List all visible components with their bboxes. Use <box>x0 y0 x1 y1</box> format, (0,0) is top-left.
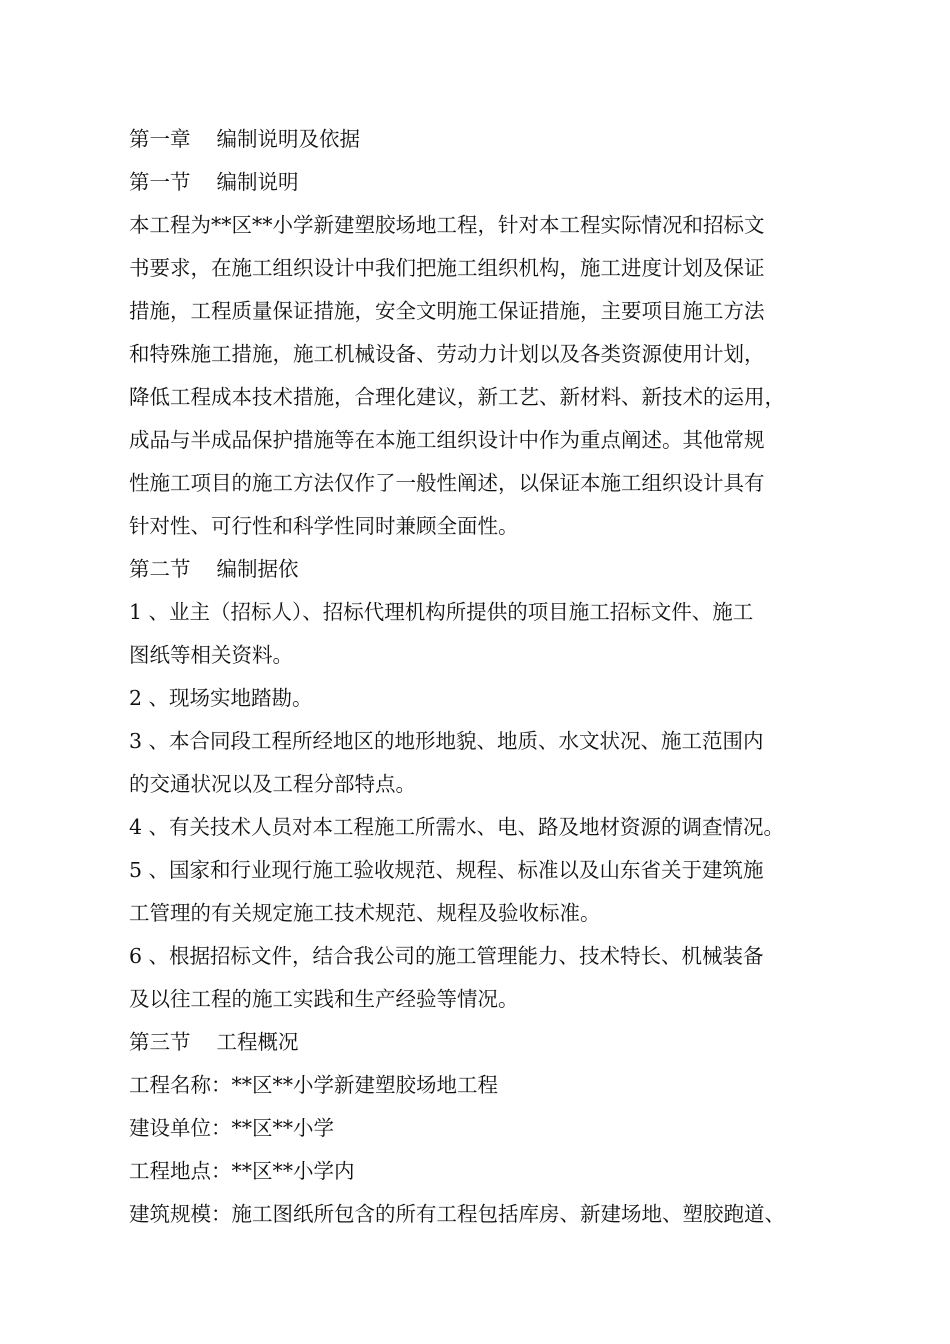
paragraph-line: 和特殊施工措施，施工机械设备、劳动力计划以及各类资源使用计划， <box>129 342 765 366</box>
list-item-line: 工管理的有关规定施工技术规范、规程及验收标准。 <box>129 901 601 925</box>
section-heading-1 <box>129 161 834 204</box>
overview-client <box>129 1107 834 1150</box>
list-item-line: 的交通状况以及工程分部特点。 <box>129 772 416 796</box>
overview-scale <box>129 1193 834 1236</box>
paragraph-line: 本工程为**区**小学新建塑胶场地工程，针对本工程实际情况和招标文 <box>129 213 765 237</box>
list-item-line: 6 、根据招标文件，结合我公司的施工管理能力、技术特长、机械装备 <box>129 944 764 968</box>
paragraph-line: 书要求，在施工组织设计中我们把施工组织机构，施工进度计划及保证 <box>129 256 765 280</box>
section-label: 第二节 <box>129 557 191 581</box>
list-item-line: 3 、本合同段工程所经地区的地形地貌、地质、水文状况、施工范围内 <box>129 729 764 753</box>
section-title: 编制据依 <box>216 557 299 581</box>
field-value: **区**小学新建塑胶场地工程 <box>231 1073 498 1097</box>
basis-list <box>129 591 834 1021</box>
list-item-line: 4 、有关技术人员对本工程施工所需水、电、路及地材资源的调查情况。 <box>129 815 785 839</box>
field-value: 施工图纸所包含的所有工程包括库房、新建场地、塑胶跑道、 <box>231 1202 785 1226</box>
overview-location <box>129 1150 834 1193</box>
basis-item-3 <box>129 720 834 806</box>
paragraph-line: 降低工程成本技术措施，合理化建议，新工艺、新材料、新技术的运用， <box>129 385 785 409</box>
paragraph-line: 针对性、可行性和科学性同时兼顾全面性。 <box>129 514 519 538</box>
list-item-line: 2 、现场实地踏勘。 <box>129 686 313 710</box>
paragraph-line: 成品与半成品保护措施等在本施工组织设计中作为重点阐述。其他常规 <box>129 428 765 452</box>
paragraph-line: 性施工项目的施工方法仅作了一般性阐述，以保证本施工组织设计具有 <box>129 471 765 495</box>
list-item-line: 5 、国家和行业现行施工验收规范、规程、标准以及山东省关于建筑施 <box>129 858 764 882</box>
field-value: **区**小学 <box>231 1116 334 1140</box>
field-label: 工程地点： <box>129 1159 232 1183</box>
section-heading-3 <box>129 1021 834 1064</box>
overview-list <box>129 1064 834 1236</box>
basis-item-6 <box>129 935 834 1021</box>
chapter-title: 编制说明及依据 <box>216 127 360 151</box>
intro-paragraph <box>129 204 834 548</box>
basis-item-4 <box>129 806 834 849</box>
overview-project-name <box>129 1064 834 1107</box>
list-item-line: 及以往工程的施工实践和生产经验等情况。 <box>129 987 519 1011</box>
list-item-line: 图纸等相关资料。 <box>129 643 293 667</box>
section-title: 编制说明 <box>216 170 299 194</box>
document-body <box>129 118 834 1236</box>
chapter-heading <box>129 118 834 161</box>
field-label: 建筑规模： <box>129 1202 232 1226</box>
field-label: 建设单位： <box>129 1116 232 1140</box>
field-label: 工程名称： <box>129 1073 232 1097</box>
basis-item-1 <box>129 591 834 677</box>
section-heading-2 <box>129 548 834 591</box>
basis-item-2 <box>129 677 834 720</box>
field-value: **区**小学内 <box>231 1159 355 1183</box>
section-label: 第三节 <box>129 1030 191 1054</box>
basis-item-5 <box>129 849 834 935</box>
section-label: 第一节 <box>129 170 191 194</box>
paragraph-line: 措施，工程质量保证措施，安全文明施工保证措施，主要项目施工方法 <box>129 299 765 323</box>
section-title: 工程概况 <box>216 1030 299 1054</box>
list-item-line: 1 、业主（招标人）、招标代理机构所提供的项目施工招标文件、施工 <box>129 600 754 624</box>
chapter-label: 第一章 <box>129 127 191 151</box>
